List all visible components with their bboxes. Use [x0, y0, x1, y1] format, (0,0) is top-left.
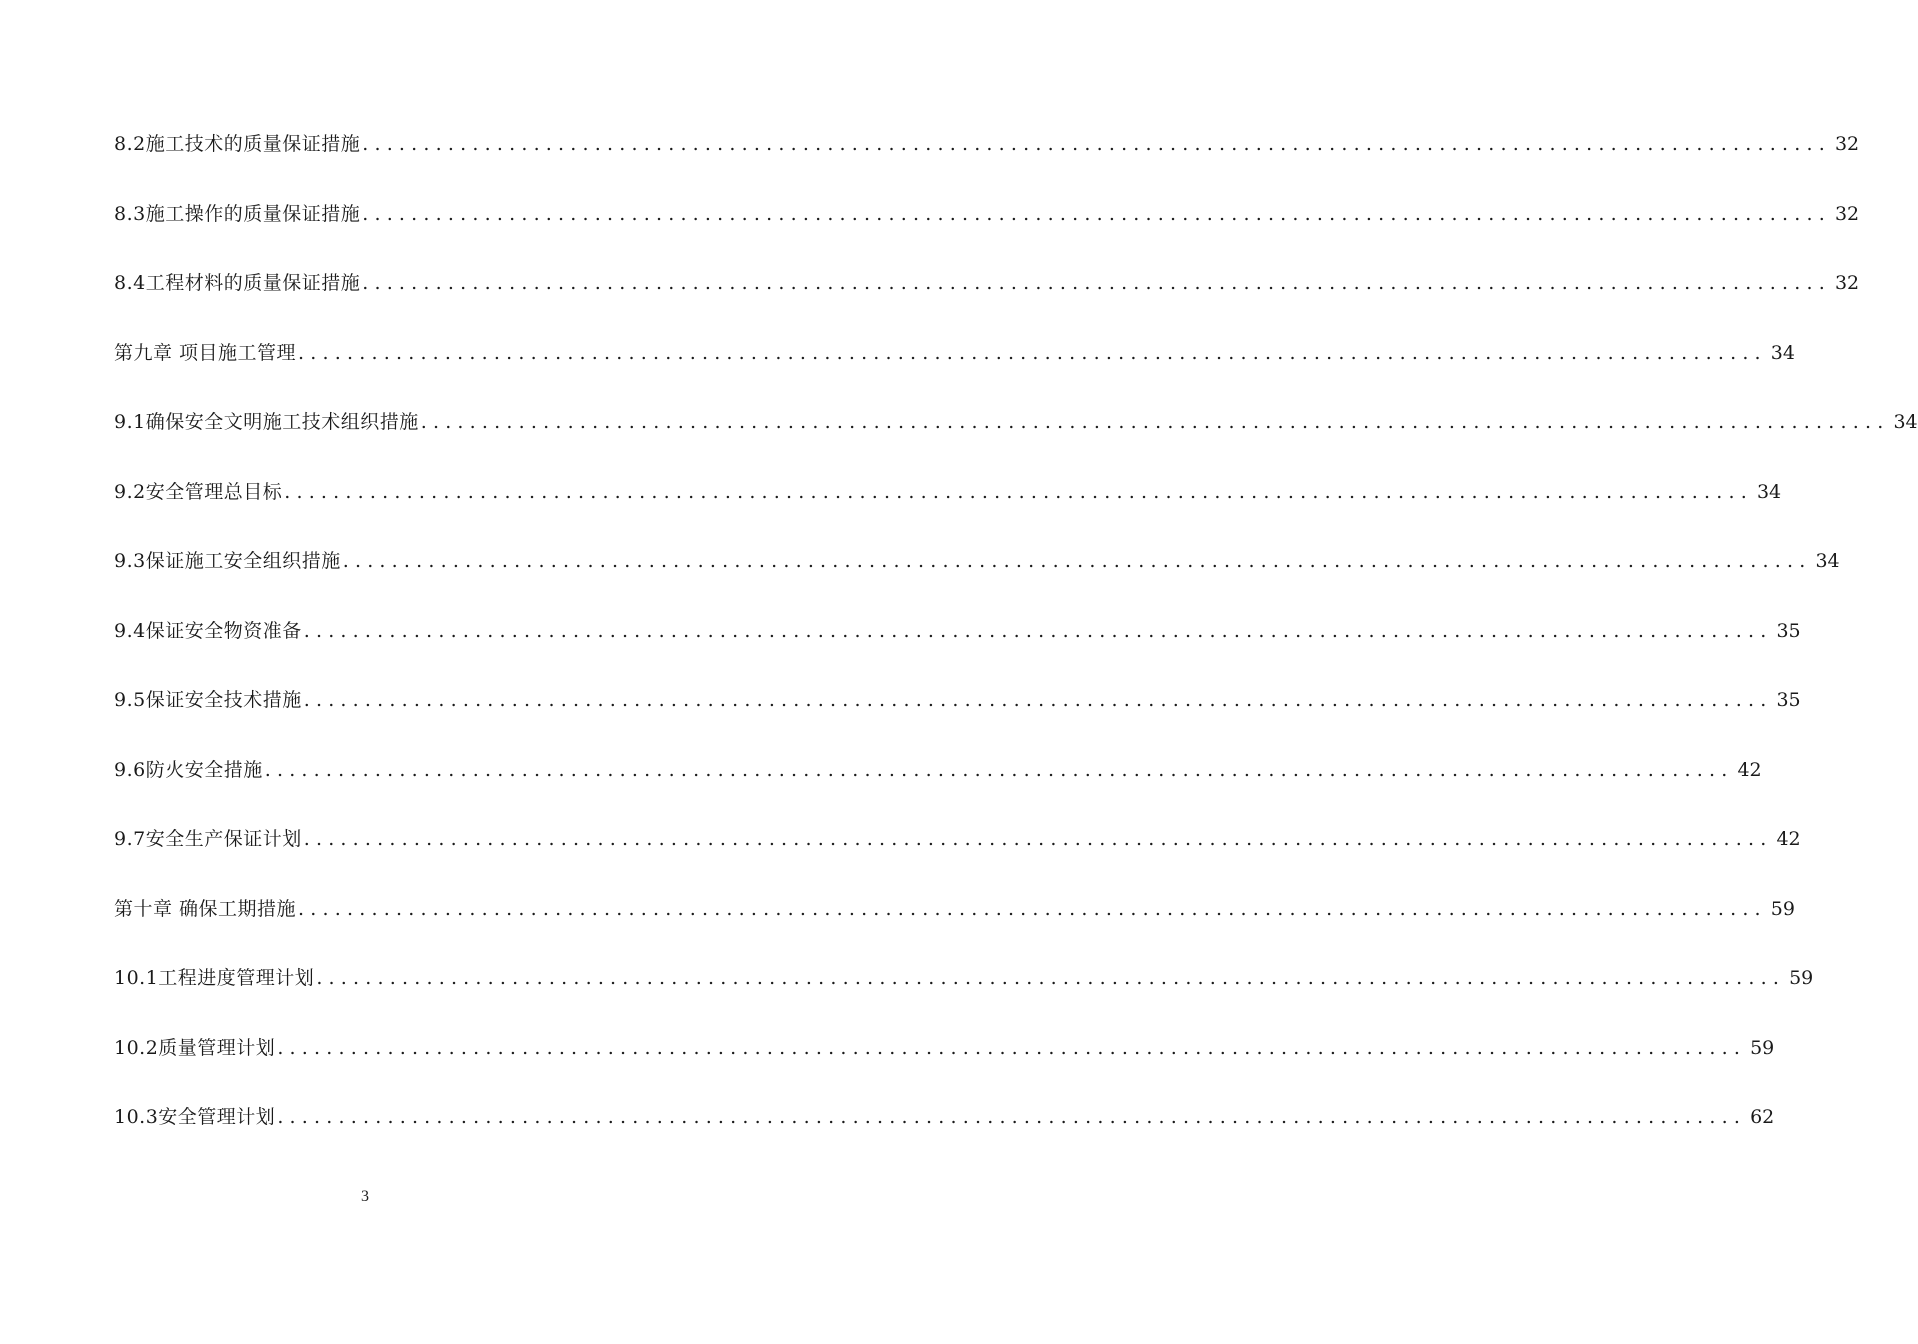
- toc-entry[interactable]: [114, 891, 1795, 961]
- toc-entry-title: 9.1确保安全文明施工技术组织措施: [114, 411, 419, 433]
- toc-dot-leader: ........................................................................................................................: [303, 619, 1773, 642]
- toc-dot-leader: ........................................................................................................................: [420, 411, 1890, 433]
- toc-entry-title: 10.1工程进度管理计划: [114, 967, 315, 989]
- toc-entry-title: 9.7安全生产保证计划: [114, 828, 302, 850]
- toc-dot-leader: ........................................................................................................................: [284, 480, 1753, 503]
- toc-entry-page: 35: [1776, 619, 1801, 642]
- toc-dot-leader: ........................................................................................................................: [303, 828, 1773, 850]
- toc-entry-title: 8.4工程材料的质量保证措施: [114, 272, 361, 294]
- toc-entry[interactable]: [114, 265, 1860, 335]
- toc-dot-leader: ........................................................................................................................: [277, 1036, 1747, 1059]
- toc-entry-title: 8.2施工技术的质量保证措施: [114, 133, 361, 155]
- toc-entry[interactable]: [114, 335, 1795, 405]
- toc-entry[interactable]: [114, 821, 1801, 891]
- toc-entry[interactable]: [114, 543, 1840, 613]
- toc-entry-page: 32: [1834, 202, 1860, 225]
- toc-dot-leader: ........................................................................................................................: [362, 272, 1831, 294]
- toc-dot-leader: ........................................................................................................................: [277, 1106, 1747, 1128]
- toc-entry-page: 32: [1834, 133, 1860, 155]
- toc-entry-page: 34: [1770, 341, 1795, 364]
- toc-entry-title: 第九章 项目施工管理: [114, 341, 297, 364]
- toc-entry-page: 35: [1776, 689, 1801, 711]
- page-number: 3: [361, 1188, 369, 1205]
- toc-dot-leader: ........................................................................................................................: [264, 758, 1734, 781]
- toc-entry-title: 10.3安全管理计划: [114, 1106, 276, 1128]
- toc-entry-page: 34: [1893, 411, 1918, 433]
- table-of-contents: [114, 126, 1918, 1169]
- toc-entry[interactable]: [114, 404, 1918, 474]
- toc-entry[interactable]: [114, 752, 1762, 822]
- toc-entry-title: 9.2安全管理总目标: [114, 480, 283, 503]
- toc-dot-leader: ........................................................................................................................: [362, 133, 1831, 155]
- toc-entry[interactable]: [114, 682, 1801, 752]
- toc-entry-title: 第十章 确保工期措施: [114, 897, 297, 920]
- toc-dot-leader: ........................................................................................................................: [316, 967, 1786, 989]
- toc-dot-leader: ........................................................................................................................: [342, 550, 1812, 572]
- toc-entry-page: 59: [1750, 1036, 1775, 1059]
- toc-entry[interactable]: [114, 126, 1860, 196]
- toc-entry-page: 62: [1750, 1106, 1775, 1128]
- toc-entry[interactable]: [114, 960, 1814, 1030]
- toc-entry-page: 42: [1776, 828, 1801, 850]
- toc-entry-title: 9.5保证安全技术措施: [114, 689, 302, 711]
- toc-entry-title: 10.2质量管理计划: [114, 1036, 276, 1059]
- toc-dot-leader: ........................................................................................................................: [298, 341, 1767, 364]
- toc-entry[interactable]: [114, 1030, 1775, 1100]
- toc-dot-leader: ........................................................................................................................: [298, 897, 1767, 920]
- toc-entry[interactable]: [114, 613, 1801, 683]
- toc-dot-leader: ........................................................................................................................: [303, 689, 1773, 711]
- toc-entry-page: 59: [1770, 897, 1795, 920]
- toc-entry-title: 8.3施工操作的质量保证措施: [114, 202, 361, 225]
- toc-entry-title: 9.3保证施工安全组织措施: [114, 550, 341, 572]
- toc-entry-page: 34: [1815, 550, 1840, 572]
- toc-entry[interactable]: [114, 196, 1860, 266]
- toc-entry-title: 9.6防火安全措施: [114, 758, 263, 781]
- toc-entry[interactable]: [114, 474, 1782, 544]
- toc-entry[interactable]: [114, 1099, 1775, 1169]
- toc-entry-page: 34: [1756, 480, 1782, 503]
- toc-entry-page: 32: [1834, 272, 1860, 294]
- toc-entry-title: 9.4保证安全物资准备: [114, 619, 302, 642]
- toc-dot-leader: ........................................................................................................................: [362, 202, 1831, 225]
- toc-entry-page: 42: [1737, 758, 1762, 781]
- toc-entry-page: 59: [1789, 967, 1814, 989]
